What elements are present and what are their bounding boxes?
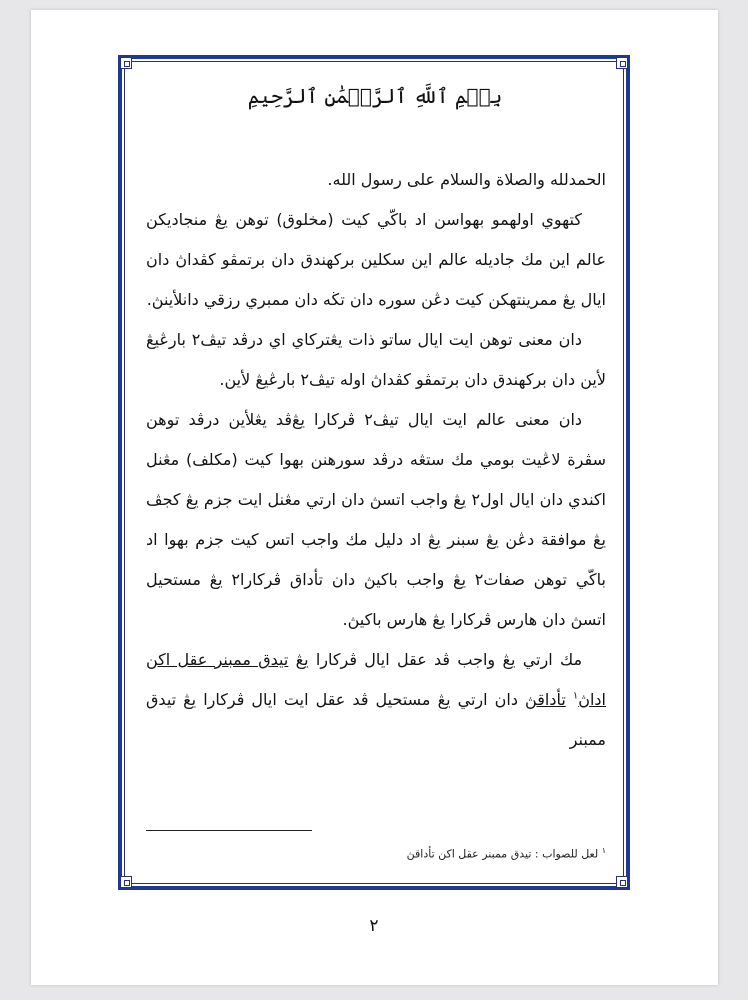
footnote-separator <box>146 830 312 831</box>
footnote-number: ١ <box>601 846 606 855</box>
footnote-text: لعل للصواب : تيدق ممبنر عقل اكن تأداقڽ <box>406 847 599 861</box>
border-corner-ornament <box>616 57 628 69</box>
border-corner-ornament <box>120 876 132 888</box>
footnote <box>146 846 606 861</box>
page-number: ٢ <box>369 916 379 936</box>
border-corner-ornament <box>616 876 628 888</box>
basmala-heading: بِسۡمِ ٱللَّهِ ٱلرَّحۡمَٰنِ ٱلرَّحِيمِ <box>247 84 503 108</box>
underlined-phrase: تيدق ممبنر عقل اكن اداڽ <box>146 650 606 709</box>
paragraph: دان معنى توهن ايت ايال ساتو ذات يڠتركاي اي درڤد تيڤ٢ بارڠيڠ لأين دان بركهندق دان برتمڤو كڤداڽ اوله تيڤ٢ بارڠيڠ لأين. <box>146 330 606 389</box>
border-corner-ornament <box>120 57 132 69</box>
paragraph: كتهوي اولهمو بهواسن اد باكّي كيت (مخلوق) توهن يڠ منجاديكن عالم اين مك جاديله عالم اين سكلين بركهندق دان برتمڤو كڤداڽ دان ايال يڠ ممرينتهكن كيت دڠن سوره دان تڬه دان ممبري رزقي دانلأينڽ. <box>146 210 606 309</box>
paragraph-text <box>566 690 573 709</box>
paragraph-text: مك ارتي يڠ واجب ڤد عقل ايال ڤركارا يڠ <box>288 650 583 669</box>
paragraph-with-footnote <box>146 640 606 760</box>
paragraph: دان معنى عالم ايت ايال تيڤ٢ ڤركارا يڠ‌ڤد يڠلأين درڤد توهن سڤرة لاڠيت بومي مك ستڠه درڤد سورهنن بهوا كيت (مكلف) مڠنل اكندي دان ايال اول٢ يڠ واجب اتسڽ دان ارتي مڠنل ايت جزم يڠ كجڤ يڠ موافقة دڠن يڠ سبنر يڠ اد دليل مك واجب اتس كيت جزم بهوا اد باكّي توهن صفات٢ يڠ واجب باكيڽ دان تأداق ڤركارا٢ يڠ مستحيل اتسڽ دان هارس ڤركارا يڠ هارس باكيڽ. <box>146 410 606 629</box>
paragraph: الحمدلله والصلاة والسلام على رسول الله. <box>327 170 606 189</box>
body-text <box>146 160 606 760</box>
footnote-reference[interactable]: ١ <box>572 690 579 702</box>
paragraph-text: دان ارتي يڠ مستحيل ڤد عقل ايت ايال ڤركارا يڠ تيدق ممبنر <box>146 690 606 749</box>
underlined-phrase: تأداقڽ <box>525 690 566 709</box>
